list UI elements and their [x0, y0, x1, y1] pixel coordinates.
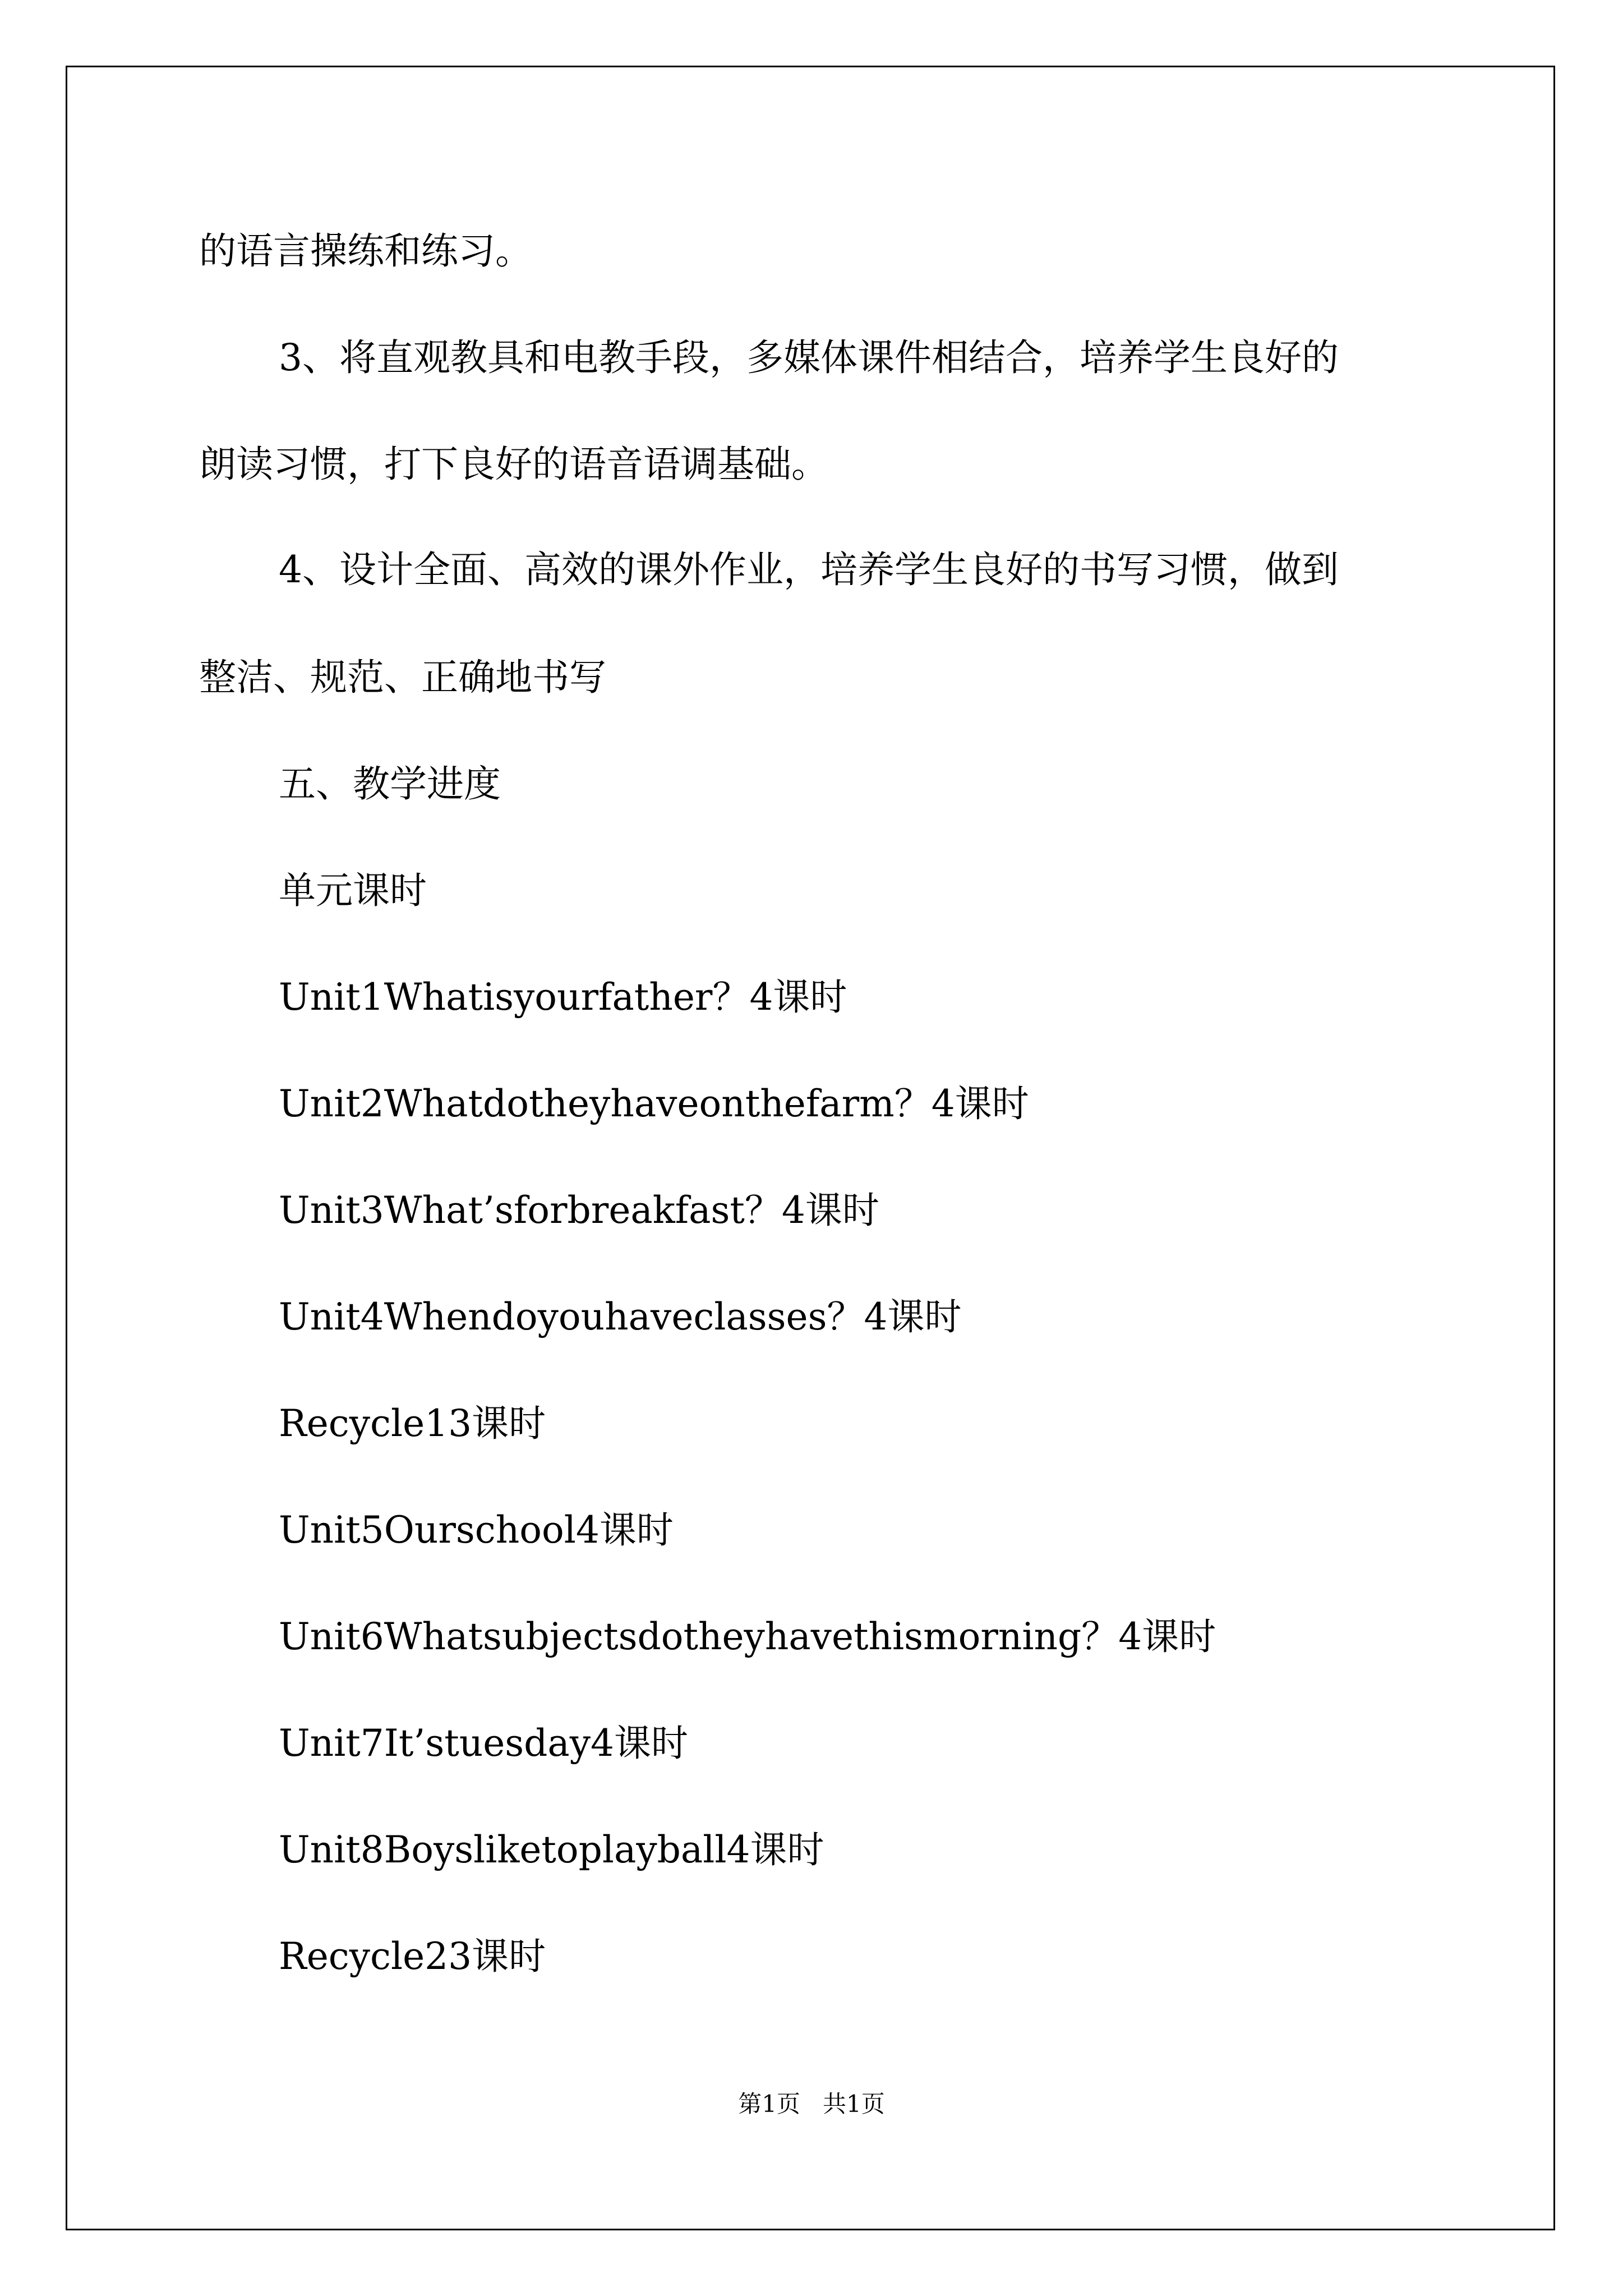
page-footer: 第1页 共1页: [738, 2090, 885, 2118]
schedule-item: Unit8Boysliketoplayball4课时: [279, 1828, 824, 1871]
schedule-item: Recycle13课时: [279, 1402, 546, 1445]
body-line: 4、设计全面、高效的课外作业，培养学生良好的书写习惯，做到: [279, 548, 1339, 591]
schedule-item: Unit3What’sforbreakfast？4课时: [279, 1189, 879, 1232]
body-line: 整洁、规范、正确地书写: [199, 656, 606, 699]
schedule-item: Recycle23课时: [279, 1935, 546, 1978]
schedule-item: Unit1Whatisyourfather？4课时: [279, 976, 847, 1019]
schedule-item: Unit6Whatsubjectsdotheyhavethismorning？4课时: [279, 1615, 1216, 1658]
section-heading: 五、教学进度: [279, 762, 501, 806]
schedule-item: Unit7It’stuesday4课时: [279, 1722, 689, 1765]
body-line: 朗读习惯，打下良好的语音语调基础。: [199, 443, 828, 486]
body-line: 3、将直观教具和电教手段，多媒体课件相结合，培养学生良好的: [279, 336, 1339, 379]
schedule-item: Unit4Whendoyouhaveclasses？4课时: [279, 1295, 962, 1338]
page-border: [66, 66, 1555, 2230]
schedule-item: Unit5Ourschool4课时: [279, 1508, 674, 1552]
table-header-line: 单元课时: [279, 869, 427, 912]
body-line: 的语言操练和练习。: [199, 229, 532, 273]
schedule-item: Unit2Whatdotheyhaveonthefarm？4课时: [279, 1082, 1029, 1125]
